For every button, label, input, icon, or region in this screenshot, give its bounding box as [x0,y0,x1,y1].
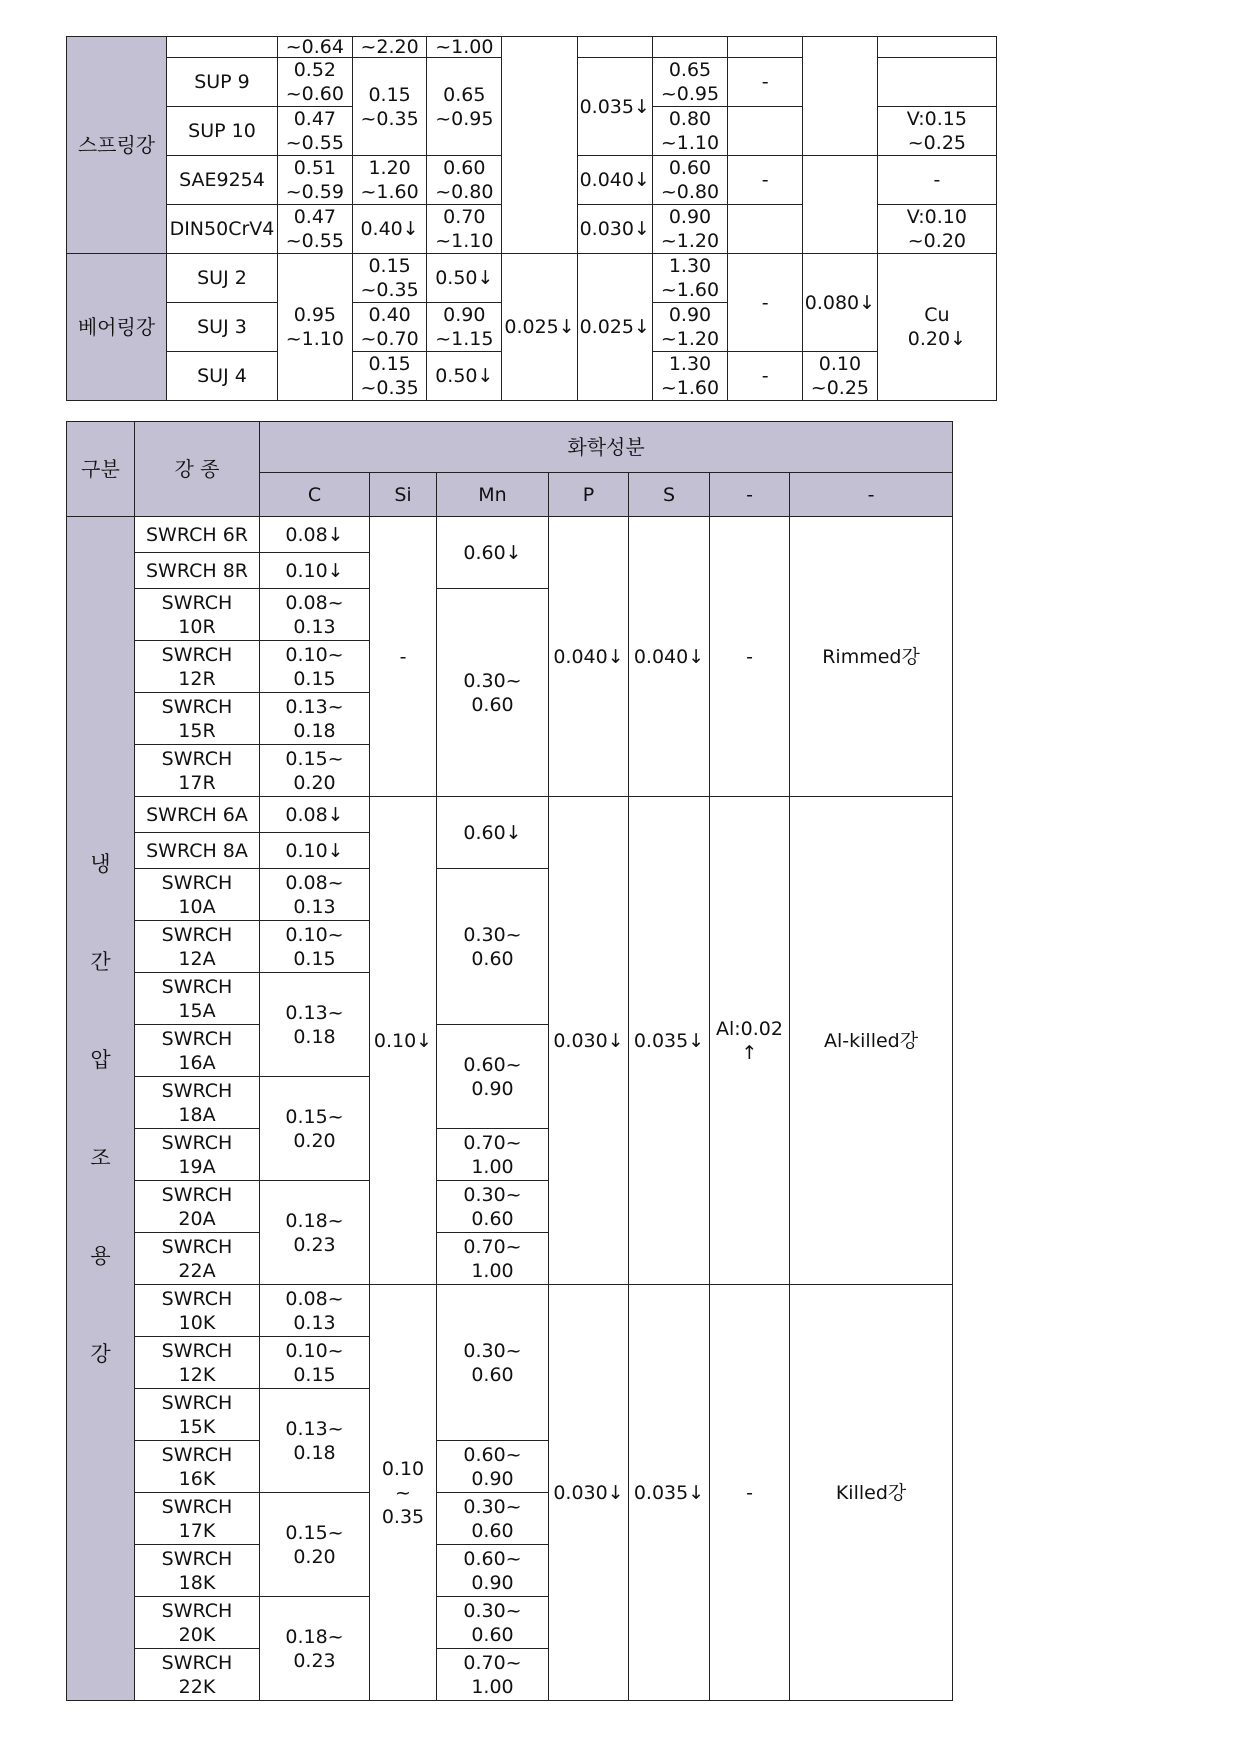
grade-cell: SWRCH 22A [135,1233,260,1285]
mn-cell: 0.30~ 0.60 [437,1493,549,1545]
grade-cell: SWRCH 18A [135,1077,260,1129]
ni-cell: - [728,352,803,401]
mo-cell [803,156,878,254]
s-cell: 0.035↓ [629,1285,710,1701]
grade-cell: SWRCH 16A [135,1025,260,1077]
grade-cell: SWRCH 20A [135,1181,260,1233]
c-cell: 0.08~ 0.13 [260,869,370,921]
al-cell: - [710,1285,790,1701]
al-cell: Al:0.02 ↑ [710,797,790,1285]
grade-cell: SUP 9 [166,58,277,107]
header-s: S [629,473,710,517]
c-cell: 0.15~ 0.20 [260,1077,370,1181]
table-row [67,517,953,553]
header-si: Si [370,473,437,517]
si-cell: 0.15 ~0.35 [352,58,427,156]
header-chemical-composition: 화학성분 [260,422,953,473]
grade-cell: SWRCH 16K [135,1441,260,1493]
header-mn: Mn [437,473,549,517]
grade-cell: SUJ 4 [166,352,277,401]
p-cell: 0.030↓ [549,797,629,1285]
si-cell: - [370,517,437,797]
etc-cell: - [877,156,996,205]
mn-cell: 0.60 ~0.80 [427,156,502,205]
etc-cell: Cu 0.20↓ [877,254,996,401]
cr-cell [652,37,728,58]
c-cell: 0.95 ~1.10 [278,254,353,401]
c-cell: 0.10~ 0.15 [260,1337,370,1389]
al-cell: - [710,517,790,797]
table-row [67,1285,953,1337]
mo-cell [803,37,878,156]
ni-cell [728,205,803,254]
grade-cell: SWRCH 12K [135,1337,260,1389]
p-cell: 0.025↓ [502,254,578,401]
etc-cell: V:0.15 ~0.25 [877,107,996,156]
grade-cell: SWRCH 15R [135,693,260,745]
grade-cell: SWRCH 6A [135,797,260,833]
s-cell: 0.035↓ [629,797,710,1285]
grade-cell: SWRCH 15K [135,1389,260,1441]
mn-cell: 0.70 ~1.10 [427,205,502,254]
mn-cell: 0.30~ 0.60 [437,1285,549,1441]
mn-cell: 0.50↓ [427,254,502,303]
c-cell: 0.52 ~0.60 [278,58,353,107]
etc-cell [877,37,996,58]
c-cell: ~0.64 [278,37,353,58]
grade-cell: SWRCH 18K [135,1545,260,1597]
header-p: P [549,473,629,517]
category-cell: 베어링강 [67,254,167,401]
cr-cell: 0.60 ~0.80 [652,156,728,205]
ni-cell [728,37,803,58]
mn-cell: 0.90 ~1.15 [427,303,502,352]
grade-cell: SUP 10 [166,107,277,156]
c-cell: 0.51 ~0.59 [278,156,353,205]
grade-cell: SUJ 3 [166,303,277,352]
note-cell: Al-killed강 [790,797,953,1285]
si-cell: 0.15 ~0.35 [352,254,427,303]
grade-cell: SAE9254 [166,156,277,205]
c-cell: 0.08↓ [260,797,370,833]
p-cell [502,37,578,254]
grade-cell: SWRCH 10R [135,589,260,641]
note-cell: Killed강 [790,1285,953,1701]
si-cell: 0.40 ~0.70 [352,303,427,352]
c-cell: 0.15~ 0.20 [260,745,370,797]
c-cell: 0.10~ 0.15 [260,641,370,693]
mo-cell: 0.080↓ [803,254,878,352]
etc-cell: V:0.10 ~0.20 [877,205,996,254]
si-cell: 0.40↓ [352,205,427,254]
mn-cell: ~1.00 [427,37,502,58]
grade-cell: SWRCH 12A [135,921,260,973]
header-category: 구분 [67,422,135,517]
header-row [67,422,953,473]
ni-cell [728,107,803,156]
mn-cell: 0.60↓ [437,797,549,869]
c-cell: 0.13~ 0.18 [260,1389,370,1493]
mn-cell: 0.70~ 1.00 [437,1129,549,1181]
p-cell: 0.030↓ [549,1285,629,1701]
c-cell: 0.13~ 0.18 [260,693,370,745]
mn-cell: 0.60~ 0.90 [437,1441,549,1493]
mn-cell: 0.60~ 0.90 [437,1545,549,1597]
header-other-1: - [710,473,790,517]
mn-cell: 0.70~ 1.00 [437,1233,549,1285]
s-cell: 0.040↓ [577,156,652,205]
grade-cell [166,37,277,58]
c-cell: 0.10~ 0.15 [260,921,370,973]
header-other-2: - [790,473,953,517]
c-cell: 0.18~ 0.23 [260,1597,370,1701]
s-cell: 0.035↓ [577,58,652,156]
si-cell: 1.20 ~1.60 [352,156,427,205]
mn-cell: 0.50↓ [427,352,502,401]
si-cell: 0.10↓ [370,797,437,1285]
si-cell: 0.15 ~0.35 [352,352,427,401]
c-cell: 0.18~ 0.23 [260,1181,370,1285]
c-cell: 0.47 ~0.55 [278,107,353,156]
grade-cell: SWRCH 12R [135,641,260,693]
grade-cell: SWRCH 6R [135,517,260,553]
cr-cell: 0.90 ~1.20 [652,205,728,254]
grade-cell: SWRCH 17R [135,745,260,797]
c-cell: 0.08~ 0.13 [260,1285,370,1337]
mn-cell: 0.60↓ [437,517,549,589]
c-cell: 0.13~ 0.18 [260,973,370,1077]
grade-cell: SWRCH 15A [135,973,260,1025]
category-cell: 냉 간 압 조 용 강 [67,517,135,1701]
ni-cell: - [728,254,803,352]
mo-cell: 0.10 ~0.25 [803,352,878,401]
grade-cell: SWRCH 10A [135,869,260,921]
cr-cell: 0.80 ~1.10 [652,107,728,156]
c-cell: 0.10↓ [260,553,370,589]
mn-cell: 0.30~ 0.60 [437,589,549,797]
grade-cell: SWRCH 10K [135,1285,260,1337]
p-cell: 0.040↓ [549,517,629,797]
grade-cell: SWRCH 8A [135,833,260,869]
etc-cell [877,58,996,107]
si-cell: 0.10 ~ 0.35 [370,1285,437,1701]
grade-cell: SWRCH 19A [135,1129,260,1181]
c-cell: 0.10↓ [260,833,370,869]
s-cell: 0.030↓ [577,205,652,254]
s-cell: 0.040↓ [629,517,710,797]
note-cell: Rimmed강 [790,517,953,797]
mn-cell: 0.60~ 0.90 [437,1025,549,1129]
ni-cell: - [728,156,803,205]
grade-cell: SWRCH 17K [135,1493,260,1545]
header-grade: 강 종 [135,422,260,517]
table-row [67,254,997,303]
c-cell: 0.15~ 0.20 [260,1493,370,1597]
steel-composition-table-continued [66,36,997,401]
cr-cell: 0.90 ~1.20 [652,303,728,352]
header-c: C [260,473,370,517]
category-cell: 스프링강 [67,37,167,254]
cold-heading-steel-table [66,421,953,1701]
c-cell: 0.47 ~0.55 [278,205,353,254]
mn-cell: 0.30~ 0.60 [437,1597,549,1649]
grade-cell: SWRCH 22K [135,1649,260,1701]
mn-cell: 0.30~ 0.60 [437,1181,549,1233]
c-cell: 0.08~ 0.13 [260,589,370,641]
s-cell [577,37,652,58]
cr-cell: 1.30 ~1.60 [652,352,728,401]
grade-cell: SWRCH 8R [135,553,260,589]
mn-cell: 0.70~ 1.00 [437,1649,549,1701]
c-cell: 0.08↓ [260,517,370,553]
grade-cell: SWRCH 20K [135,1597,260,1649]
cr-cell: 0.65 ~0.95 [652,58,728,107]
table-row [67,797,953,833]
mn-cell: 0.30~ 0.60 [437,869,549,1025]
si-cell: ~2.20 [352,37,427,58]
grade-cell: DIN50CrV4 [166,205,277,254]
mn-cell: 0.65 ~0.95 [427,58,502,156]
grade-cell: SUJ 2 [166,254,277,303]
cr-cell: 1.30 ~1.60 [652,254,728,303]
ni-cell: - [728,58,803,107]
table-row [67,37,997,58]
s-cell: 0.025↓ [577,254,652,401]
